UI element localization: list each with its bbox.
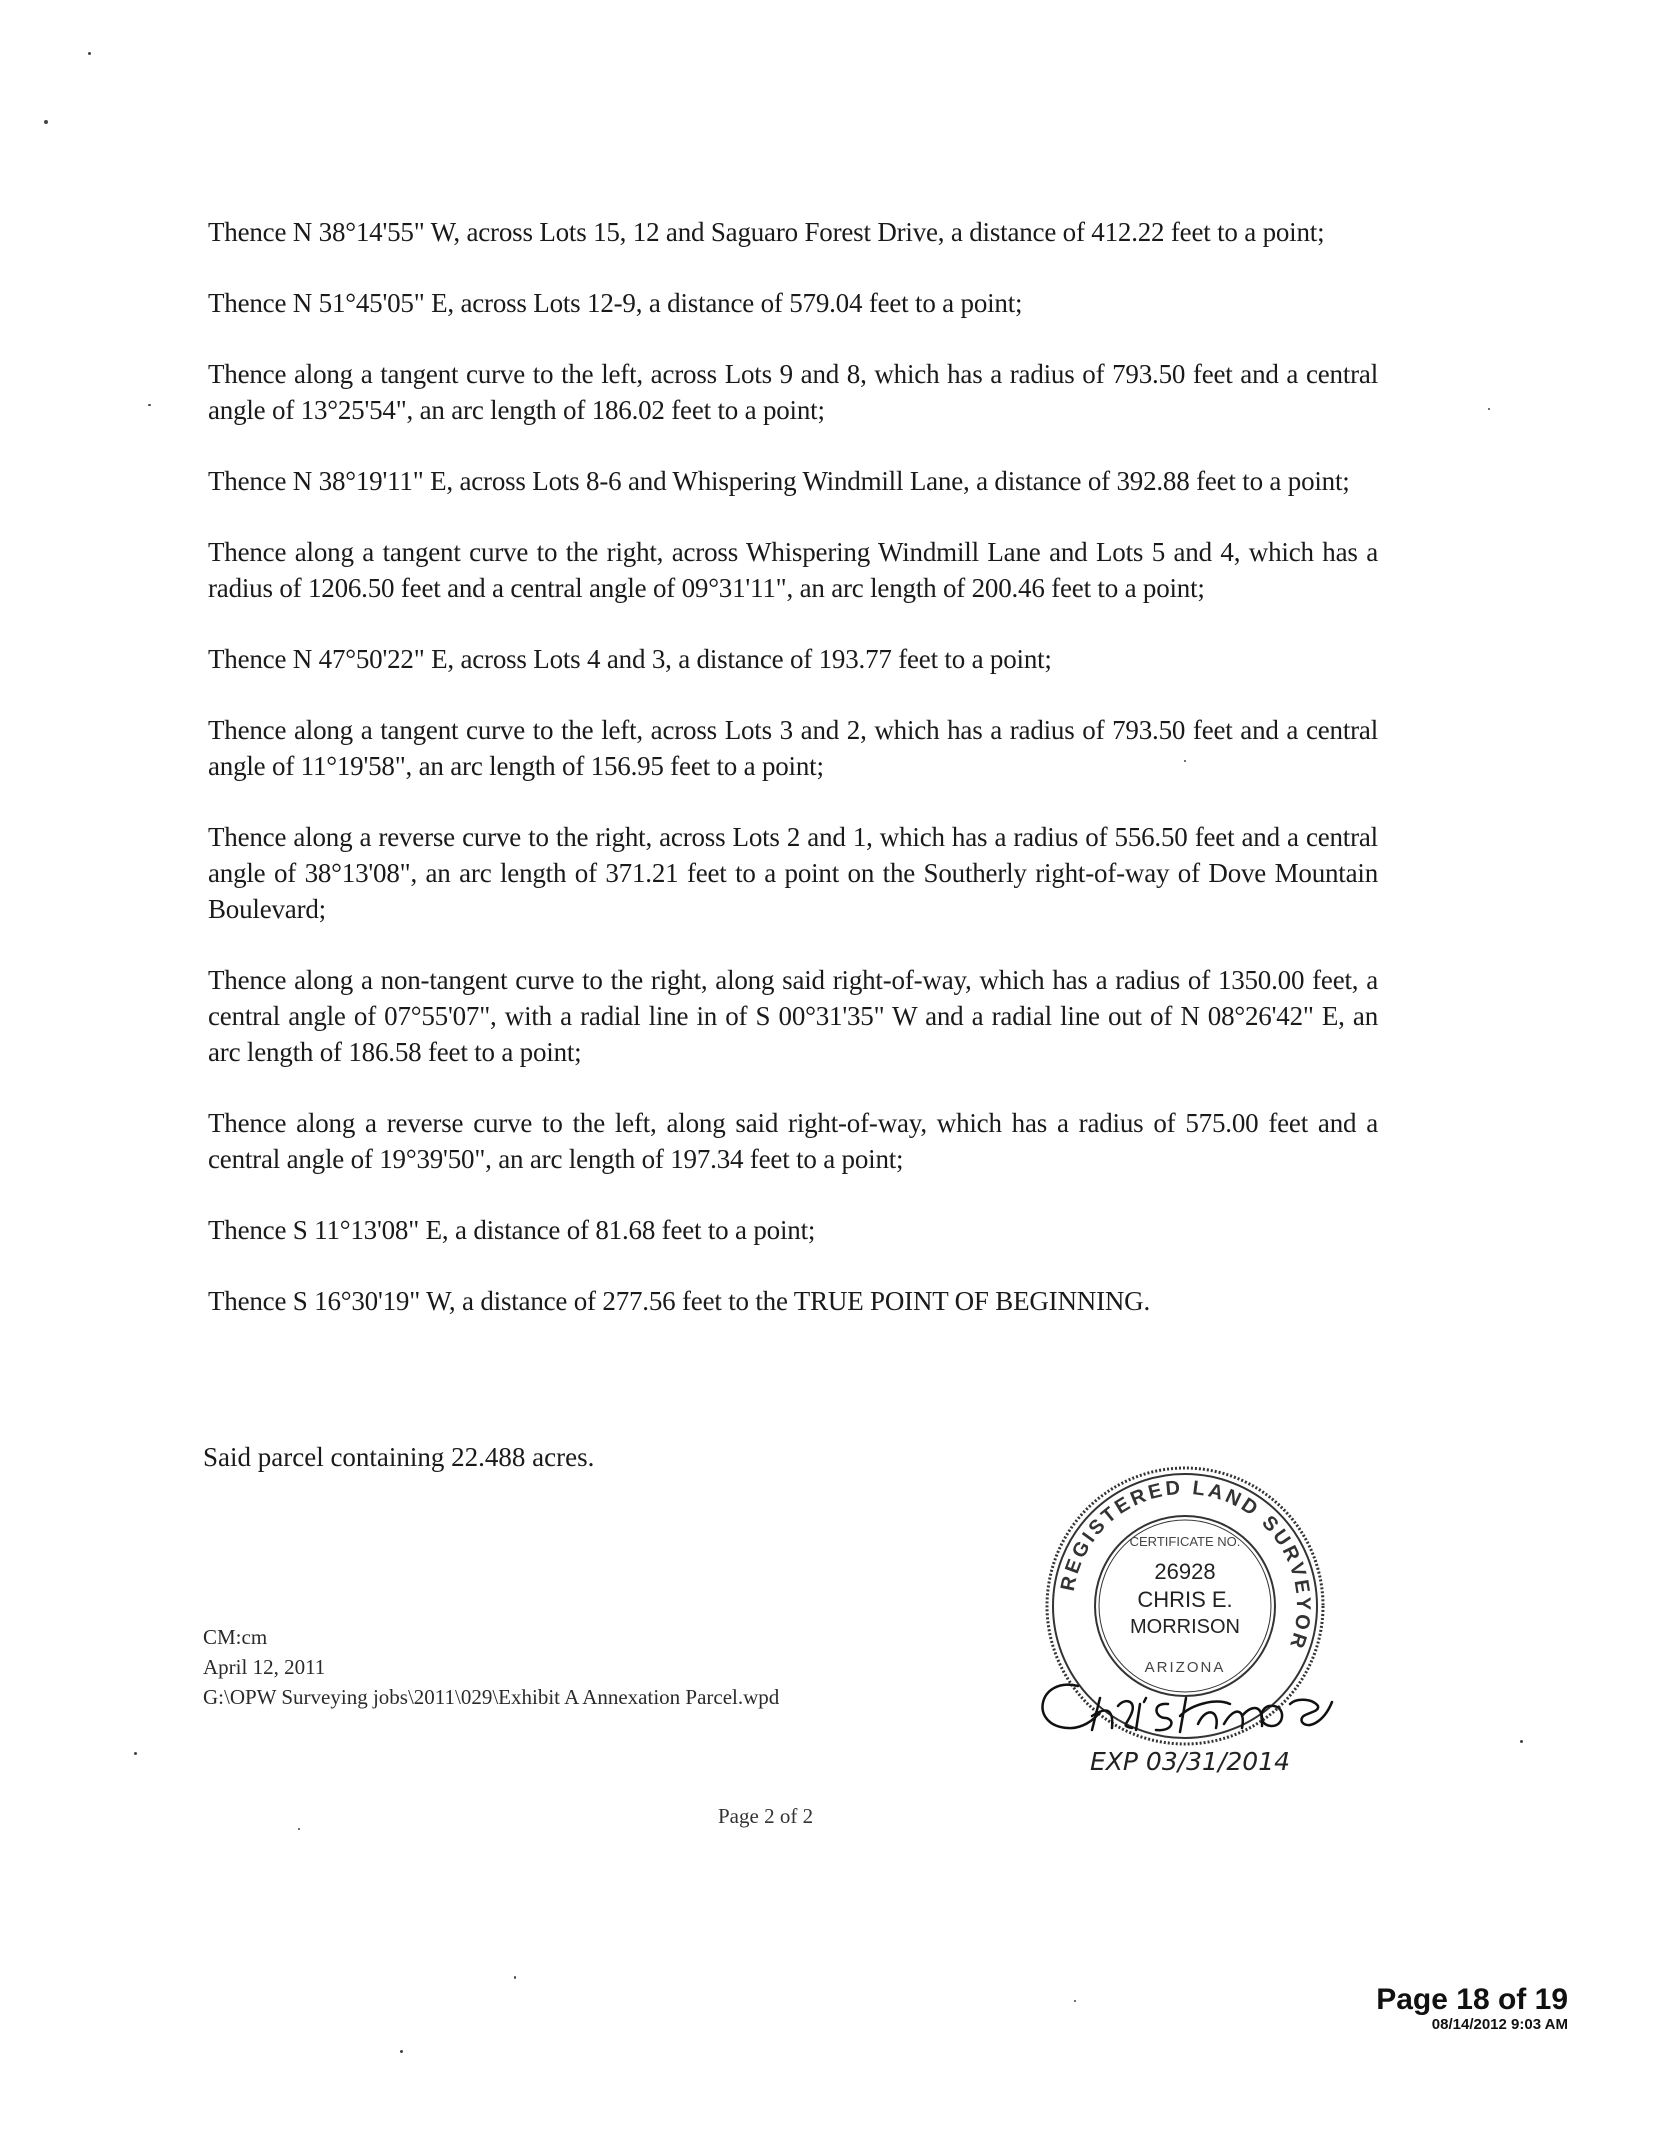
seal-number: 26928	[1154, 1559, 1216, 1584]
description-paragraph: Thence N 38°14'55" W, across Lots 15, 12 and Saguaro Forest Drive, a distance of 412.22 feet to a point;	[208, 217, 1325, 247]
description-paragraph: Thence N 38°19'11" E, across Lots 8-6 and Whispering Windmill Lane, a distance of 392.88 feet to a point;	[208, 466, 1350, 496]
description-paragraph: Thence N 47°50'22" E, across Lots 4 and 3, a distance of 193.77 feet to a point;	[208, 644, 1052, 674]
scan-speck	[1074, 2000, 1076, 2002]
scan-speck	[400, 2050, 403, 2053]
legal-description	[208, 214, 1378, 1354]
scan-speck	[514, 1976, 516, 1979]
document-footer	[203, 1622, 779, 1712]
seal-name-line2: MORRISON	[1130, 1616, 1240, 1638]
description-paragraph: Thence along a non-tangent curve to the right, along said right-of-way, which has a radius of 1350.00 feet, a central angle of 07°55'07", with a radial line in of S 00°31'35" W and a radial line out of N 08°26'42" E, an arc length of 186.58 feet to a point;	[208, 965, 1378, 1067]
scan-speck	[134, 1752, 137, 1755]
fax-stamp	[1376, 1984, 1568, 2034]
description-paragraph: Thence along a tangent curve to the right, across Whispering Windmill Lane and Lots 5 and 4, which has a radius of 1206.50 feet and a central angle of 09°31'11", an arc length of 200.46 feet to a point;	[208, 537, 1378, 603]
fax-page-count: Page 18 of 19	[1376, 1983, 1568, 2016]
seal-state: ARIZONA	[1144, 1659, 1226, 1676]
document-date: April 12, 2011	[203, 1655, 326, 1679]
description-paragraph: Thence N 51°45'05" E, across Lots 12-9, a distance of 579.04 feet to a point;	[208, 288, 1023, 318]
page-number: Page 2 of 2	[718, 1804, 814, 1828]
scan-speck	[1488, 408, 1490, 410]
description-paragraph: Thence along a reverse curve to the right, across Lots 2 and 1, which has a radius of 556.50 feet and a central angle of 38°13'08", an arc length of 371.21 feet to a point on the Southerly right-of-way of Dove Mountain Boulevard;	[208, 822, 1378, 924]
scan-speck	[44, 120, 48, 124]
scan-speck	[1520, 1740, 1523, 1743]
surveyor-seal	[1020, 1436, 1350, 1776]
seal-name-line1: CHRIS E.	[1137, 1587, 1233, 1612]
scan-speck	[298, 1828, 300, 1830]
description-paragraph: Thence along a tangent curve to the left, across Lots 3 and 2, which has a radius of 793.50 feet and a central angle of 11°19'58", an arc length of 156.95 feet to a point;	[208, 715, 1378, 781]
description-paragraph: Thence along a tangent curve to the left, across Lots 9 and 8, which has a radius of 793.50 feet and a central angle of 13°25'54", an arc length of 186.02 feet to a point;	[208, 359, 1378, 425]
description-paragraph: Thence S 16°30'19" W, a distance of 277.56 feet to the TRUE POINT OF BEGINNING.	[208, 1286, 1151, 1316]
author-initials: CM:cm	[203, 1625, 268, 1649]
seal-certificate-label: CERTIFICATE NO.	[1129, 1534, 1241, 1549]
file-path: G:\OPW Surveying jobs\2011\029\Exhibit A Annexation Parcel.wpd	[203, 1685, 780, 1709]
seal-ring-text: REGISTERED LAND SURVEYOR	[1056, 1476, 1315, 1654]
fax-timestamp: 08/14/2012 9:03 AM	[1431, 2016, 1568, 2033]
scan-speck	[1184, 760, 1186, 762]
seal-expiration: EXP 03/31/2014	[1089, 1747, 1291, 1776]
parcel-summary: Said parcel containing 22.488 acres.	[203, 1442, 595, 1472]
description-paragraph: Thence S 11°13'08" E, a distance of 81.68 feet to a point;	[208, 1215, 816, 1245]
description-paragraph: Thence along a reverse curve to the left, along said right-of-way, which has a radius of 575.00 feet and a central angle of 19°39'50", an arc length of 197.34 feet to a point;	[208, 1108, 1378, 1174]
scan-speck	[88, 52, 91, 55]
scan-speck	[148, 404, 151, 406]
